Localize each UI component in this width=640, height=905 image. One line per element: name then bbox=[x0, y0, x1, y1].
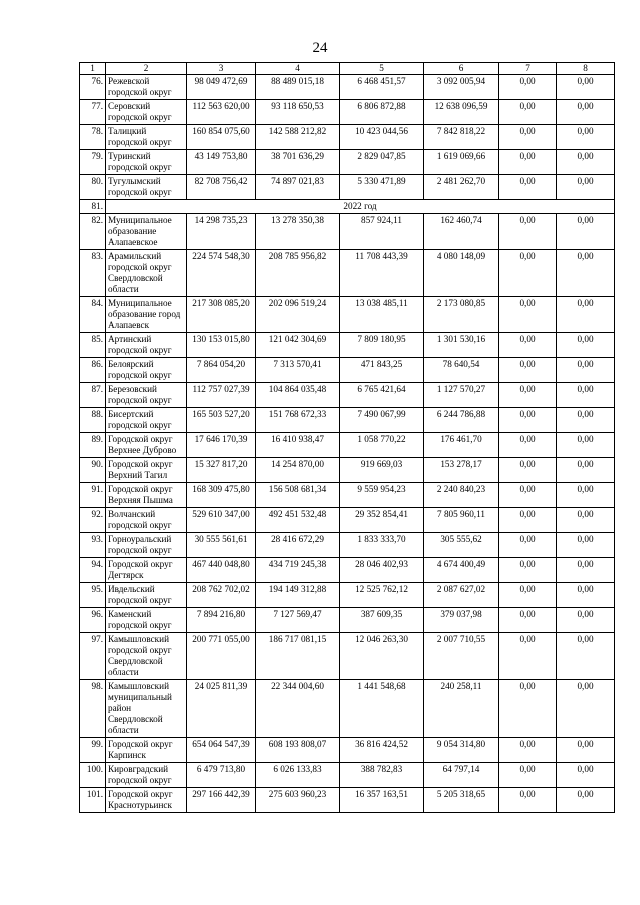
municipality-name: Городской округ Дегтярск bbox=[106, 558, 187, 583]
amount-c4: 7 313 570,41 bbox=[256, 358, 340, 383]
row-number: 83. bbox=[80, 250, 106, 297]
page-number: 24 bbox=[312, 40, 328, 56]
amount-c7: 0,00 bbox=[499, 738, 557, 763]
amount-c7: 0,00 bbox=[499, 788, 557, 813]
amount-c7: 0,00 bbox=[499, 608, 557, 633]
amount-c5: 387 609,35 bbox=[340, 608, 424, 633]
amount-c7: 0,00 bbox=[499, 483, 557, 508]
amount-c3: 30 555 561,61 bbox=[187, 533, 256, 558]
amount-c5: 13 038 485,11 bbox=[340, 297, 424, 333]
amount-c3: 43 149 753,80 bbox=[187, 150, 256, 175]
amount-c7: 0,00 bbox=[499, 458, 557, 483]
amount-c6: 2 173 080,85 bbox=[424, 297, 499, 333]
amount-c8: 0,00 bbox=[557, 788, 615, 813]
table-row bbox=[80, 633, 615, 680]
amount-c5: 12 525 762,12 bbox=[340, 583, 424, 608]
amount-c5: 7 490 067,99 bbox=[340, 408, 424, 433]
amount-c3: 82 708 756,42 bbox=[187, 175, 256, 200]
amount-c6: 379 037,98 bbox=[424, 608, 499, 633]
amount-c8: 0,00 bbox=[557, 100, 615, 125]
amount-c5: 857 924,11 bbox=[340, 214, 424, 250]
row-number: 76. bbox=[80, 75, 106, 100]
table-row bbox=[80, 175, 615, 200]
amount-c6: 6 244 786,88 bbox=[424, 408, 499, 433]
row-number: 79. bbox=[80, 150, 106, 175]
table-row bbox=[80, 763, 615, 788]
municipality-name: Кировградский городской округ bbox=[106, 763, 187, 788]
row-number: 88. bbox=[80, 408, 106, 433]
amount-c6: 3 092 005,94 bbox=[424, 75, 499, 100]
amount-c6: 5 205 318,65 bbox=[424, 788, 499, 813]
municipality-name: Городской округ Краснотурьинск bbox=[106, 788, 187, 813]
municipality-name: Березовский городской округ bbox=[106, 383, 187, 408]
municipality-name: Бисертский городской округ bbox=[106, 408, 187, 433]
amount-c3: 7 864 054,20 bbox=[187, 358, 256, 383]
amount-c7: 0,00 bbox=[499, 297, 557, 333]
municipality-name: Волчанский городской округ bbox=[106, 508, 187, 533]
amount-c3: 6 479 713,80 bbox=[187, 763, 256, 788]
amount-c3: 467 440 048,80 bbox=[187, 558, 256, 583]
row-number: 99. bbox=[80, 738, 106, 763]
amount-c4: 275 603 960,23 bbox=[256, 788, 340, 813]
year-label: 2022 год bbox=[106, 200, 615, 214]
amount-c5: 5 330 471,89 bbox=[340, 175, 424, 200]
amount-c5: 1 058 770,22 bbox=[340, 433, 424, 458]
row-number: 101. bbox=[80, 788, 106, 813]
amount-c5: 12 046 263,30 bbox=[340, 633, 424, 680]
amount-c8: 0,00 bbox=[557, 297, 615, 333]
amount-c6: 12 638 096,59 bbox=[424, 100, 499, 125]
row-number: 96. bbox=[80, 608, 106, 633]
amount-c4: 93 118 650,53 bbox=[256, 100, 340, 125]
municipality-name: Городской округ Карпинск bbox=[106, 738, 187, 763]
column-number: 6 bbox=[424, 63, 499, 75]
amount-c7: 0,00 bbox=[499, 680, 557, 738]
amount-c3: 208 762 702,02 bbox=[187, 583, 256, 608]
amount-c3: 112 563 620,00 bbox=[187, 100, 256, 125]
municipality-name: Режевской городской округ bbox=[106, 75, 187, 100]
municipality-name: Туринский городской округ bbox=[106, 150, 187, 175]
amount-c4: 142 588 212,82 bbox=[256, 125, 340, 150]
amount-c7: 0,00 bbox=[499, 408, 557, 433]
table-row bbox=[80, 483, 615, 508]
amount-c6: 240 258,11 bbox=[424, 680, 499, 738]
table-body bbox=[80, 63, 615, 813]
municipality-name: Городской округ Верхняя Пышма bbox=[106, 483, 187, 508]
table-row bbox=[80, 358, 615, 383]
row-number: 77. bbox=[80, 100, 106, 125]
table-row bbox=[80, 100, 615, 125]
amount-c8: 0,00 bbox=[557, 633, 615, 680]
amount-c6: 2 087 627,02 bbox=[424, 583, 499, 608]
row-number: 80. bbox=[80, 175, 106, 200]
amount-c4: 7 127 569,47 bbox=[256, 608, 340, 633]
table-row bbox=[80, 433, 615, 458]
amount-c4: 151 768 672,33 bbox=[256, 408, 340, 433]
row-number: 84. bbox=[80, 297, 106, 333]
row-number: 100. bbox=[80, 763, 106, 788]
amount-c5: 388 782,83 bbox=[340, 763, 424, 788]
amount-c8: 0,00 bbox=[557, 508, 615, 533]
amount-c8: 0,00 bbox=[557, 214, 615, 250]
amount-c6: 2 240 840,23 bbox=[424, 483, 499, 508]
amount-c3: 7 894 216,80 bbox=[187, 608, 256, 633]
row-number: 78. bbox=[80, 125, 106, 150]
amount-c4: 88 489 015,18 bbox=[256, 75, 340, 100]
amount-c6: 176 461,70 bbox=[424, 433, 499, 458]
row-number: 89. bbox=[80, 433, 106, 458]
row-number: 97. bbox=[80, 633, 106, 680]
amount-c5: 1 441 548,68 bbox=[340, 680, 424, 738]
amount-c3: 529 610 347,00 bbox=[187, 508, 256, 533]
municipality-name: Артинский городской округ bbox=[106, 333, 187, 358]
municipality-name: Каменский городской округ bbox=[106, 608, 187, 633]
table-row bbox=[80, 583, 615, 608]
amount-c8: 0,00 bbox=[557, 175, 615, 200]
amount-c3: 297 166 442,39 bbox=[187, 788, 256, 813]
amount-c7: 0,00 bbox=[499, 250, 557, 297]
amount-c8: 0,00 bbox=[557, 358, 615, 383]
amount-c3: 24 025 811,39 bbox=[187, 680, 256, 738]
column-number: 8 bbox=[557, 63, 615, 75]
amount-c3: 200 771 055,00 bbox=[187, 633, 256, 680]
table-row bbox=[80, 738, 615, 763]
amount-c8: 0,00 bbox=[557, 433, 615, 458]
row-number: 86. bbox=[80, 358, 106, 383]
row-number: 95. bbox=[80, 583, 106, 608]
amount-c5: 36 816 424,52 bbox=[340, 738, 424, 763]
amount-c4: 74 897 021,83 bbox=[256, 175, 340, 200]
amount-c6: 9 054 314,80 bbox=[424, 738, 499, 763]
table-row bbox=[80, 608, 615, 633]
amount-c7: 0,00 bbox=[499, 533, 557, 558]
amount-c4: 22 344 004,60 bbox=[256, 680, 340, 738]
budget-table bbox=[79, 62, 615, 813]
table-row bbox=[80, 214, 615, 250]
amount-c7: 0,00 bbox=[499, 150, 557, 175]
amount-c4: 492 451 532,48 bbox=[256, 508, 340, 533]
amount-c7: 0,00 bbox=[499, 763, 557, 788]
row-number: 93. bbox=[80, 533, 106, 558]
column-number: 1 bbox=[80, 63, 106, 75]
table-row bbox=[80, 383, 615, 408]
row-number: 98. bbox=[80, 680, 106, 738]
row-number: 91. bbox=[80, 483, 106, 508]
amount-c8: 0,00 bbox=[557, 150, 615, 175]
amount-c5: 2 829 047,85 bbox=[340, 150, 424, 175]
table-row bbox=[80, 558, 615, 583]
table-row bbox=[80, 250, 615, 297]
amount-c6: 1 127 570,27 bbox=[424, 383, 499, 408]
amount-c4: 434 719 245,38 bbox=[256, 558, 340, 583]
column-number: 2 bbox=[106, 63, 187, 75]
municipality-name: Городской округ Верхний Тагил bbox=[106, 458, 187, 483]
municipality-name: Арамильский городской округ Свердловской области bbox=[106, 250, 187, 297]
municipality-name: Тугулымский городской округ bbox=[106, 175, 187, 200]
municipality-name: Горноуральский городской округ bbox=[106, 533, 187, 558]
amount-c6: 162 460,74 bbox=[424, 214, 499, 250]
amount-c7: 0,00 bbox=[499, 558, 557, 583]
amount-c5: 29 352 854,41 bbox=[340, 508, 424, 533]
amount-c6: 1 301 530,16 bbox=[424, 333, 499, 358]
amount-c5: 28 046 402,93 bbox=[340, 558, 424, 583]
municipality-name: Муниципальное образование Алапаевское bbox=[106, 214, 187, 250]
municipality-name: Городской округ Верхнее Дуброво bbox=[106, 433, 187, 458]
amount-c8: 0,00 bbox=[557, 608, 615, 633]
municipality-name: Камышловский муниципальный район Свердловской области bbox=[106, 680, 187, 738]
row-number: 94. bbox=[80, 558, 106, 583]
amount-c4: 608 193 808,07 bbox=[256, 738, 340, 763]
year-row bbox=[80, 200, 615, 214]
amount-c5: 471 843,25 bbox=[340, 358, 424, 383]
row-number: 87. bbox=[80, 383, 106, 408]
amount-c5: 1 833 333,70 bbox=[340, 533, 424, 558]
amount-c8: 0,00 bbox=[557, 533, 615, 558]
amount-c7: 0,00 bbox=[499, 214, 557, 250]
amount-c4: 186 717 081,15 bbox=[256, 633, 340, 680]
amount-c6: 2 481 262,70 bbox=[424, 175, 499, 200]
column-number: 4 bbox=[256, 63, 340, 75]
amount-c7: 0,00 bbox=[499, 100, 557, 125]
amount-c3: 654 064 547,39 bbox=[187, 738, 256, 763]
amount-c8: 0,00 bbox=[557, 583, 615, 608]
amount-c8: 0,00 bbox=[557, 75, 615, 100]
amount-c3: 17 646 170,39 bbox=[187, 433, 256, 458]
amount-c7: 0,00 bbox=[499, 358, 557, 383]
amount-c7: 0,00 bbox=[499, 175, 557, 200]
amount-c5: 16 357 163,51 bbox=[340, 788, 424, 813]
row-number: 81. bbox=[80, 200, 106, 214]
table-row bbox=[80, 150, 615, 175]
amount-c3: 160 854 075,60 bbox=[187, 125, 256, 150]
amount-c8: 0,00 bbox=[557, 738, 615, 763]
amount-c8: 0,00 bbox=[557, 250, 615, 297]
amount-c6: 7 805 960,11 bbox=[424, 508, 499, 533]
table-row bbox=[80, 458, 615, 483]
amount-c8: 0,00 bbox=[557, 333, 615, 358]
amount-c6: 153 278,17 bbox=[424, 458, 499, 483]
amount-c7: 0,00 bbox=[499, 75, 557, 100]
amount-c4: 121 042 304,69 bbox=[256, 333, 340, 358]
municipality-name: Талицкий городской округ bbox=[106, 125, 187, 150]
amount-c7: 0,00 bbox=[499, 125, 557, 150]
amount-c3: 130 153 015,80 bbox=[187, 333, 256, 358]
amount-c8: 0,00 bbox=[557, 383, 615, 408]
table-row bbox=[80, 333, 615, 358]
amount-c3: 98 049 472,69 bbox=[187, 75, 256, 100]
table-row bbox=[80, 75, 615, 100]
amount-c7: 0,00 bbox=[499, 333, 557, 358]
table-row bbox=[80, 680, 615, 738]
amount-c4: 14 254 870,00 bbox=[256, 458, 340, 483]
amount-c5: 11 708 443,39 bbox=[340, 250, 424, 297]
amount-c5: 6 765 421,64 bbox=[340, 383, 424, 408]
amount-c8: 0,00 bbox=[557, 558, 615, 583]
table-row bbox=[80, 125, 615, 150]
amount-c4: 13 278 350,38 bbox=[256, 214, 340, 250]
amount-c8: 0,00 bbox=[557, 408, 615, 433]
table-row bbox=[80, 788, 615, 813]
amount-c6: 4 674 400,49 bbox=[424, 558, 499, 583]
municipality-name: Серовский городской округ bbox=[106, 100, 187, 125]
amount-c5: 10 423 044,56 bbox=[340, 125, 424, 150]
municipality-name: Камышловский городской округ Свердловской области bbox=[106, 633, 187, 680]
row-number: 90. bbox=[80, 458, 106, 483]
amount-c4: 156 508 681,34 bbox=[256, 483, 340, 508]
row-number: 92. bbox=[80, 508, 106, 533]
amount-c5: 9 559 954,23 bbox=[340, 483, 424, 508]
amount-c6: 7 842 818,22 bbox=[424, 125, 499, 150]
amount-c8: 0,00 bbox=[557, 680, 615, 738]
municipality-name: Муниципальное образование город Алапаевск bbox=[106, 297, 187, 333]
column-number-row bbox=[80, 63, 615, 75]
amount-c5: 919 669,03 bbox=[340, 458, 424, 483]
column-number: 5 bbox=[340, 63, 424, 75]
municipality-name: Белоярский городской округ bbox=[106, 358, 187, 383]
amount-c3: 15 327 817,20 bbox=[187, 458, 256, 483]
table-row bbox=[80, 533, 615, 558]
table-row bbox=[80, 408, 615, 433]
amount-c4: 208 785 956,82 bbox=[256, 250, 340, 297]
amount-c8: 0,00 bbox=[557, 125, 615, 150]
amount-c5: 7 809 180,95 bbox=[340, 333, 424, 358]
amount-c5: 6 468 451,57 bbox=[340, 75, 424, 100]
amount-c6: 305 555,62 bbox=[424, 533, 499, 558]
amount-c6: 64 797,14 bbox=[424, 763, 499, 788]
row-number: 82. bbox=[80, 214, 106, 250]
amount-c3: 165 503 527,20 bbox=[187, 408, 256, 433]
amount-c4: 16 410 938,47 bbox=[256, 433, 340, 458]
amount-c6: 2 007 710,55 bbox=[424, 633, 499, 680]
amount-c7: 0,00 bbox=[499, 633, 557, 680]
municipality-name: Ивдельский городской округ bbox=[106, 583, 187, 608]
amount-c8: 0,00 bbox=[557, 763, 615, 788]
column-number: 7 bbox=[499, 63, 557, 75]
amount-c8: 0,00 bbox=[557, 458, 615, 483]
amount-c3: 217 308 085,20 bbox=[187, 297, 256, 333]
amount-c7: 0,00 bbox=[499, 433, 557, 458]
amount-c3: 14 298 735,23 bbox=[187, 214, 256, 250]
amount-c6: 4 080 148,09 bbox=[424, 250, 499, 297]
column-number: 3 bbox=[187, 63, 256, 75]
amount-c6: 78 640,54 bbox=[424, 358, 499, 383]
table-row bbox=[80, 297, 615, 333]
amount-c6: 1 619 069,66 bbox=[424, 150, 499, 175]
amount-c7: 0,00 bbox=[499, 583, 557, 608]
amount-c8: 0,00 bbox=[557, 483, 615, 508]
table-row bbox=[80, 508, 615, 533]
amount-c4: 38 701 636,29 bbox=[256, 150, 340, 175]
row-number: 85. bbox=[80, 333, 106, 358]
amount-c5: 6 806 872,88 bbox=[340, 100, 424, 125]
amount-c4: 194 149 312,88 bbox=[256, 583, 340, 608]
amount-c3: 224 574 548,30 bbox=[187, 250, 256, 297]
amount-c4: 202 096 519,24 bbox=[256, 297, 340, 333]
amount-c7: 0,00 bbox=[499, 383, 557, 408]
amount-c7: 0,00 bbox=[499, 508, 557, 533]
amount-c4: 104 864 035,48 bbox=[256, 383, 340, 408]
amount-c4: 28 416 672,29 bbox=[256, 533, 340, 558]
amount-c4: 6 026 133,83 bbox=[256, 763, 340, 788]
amount-c3: 168 309 475,80 bbox=[187, 483, 256, 508]
amount-c3: 112 757 027,39 bbox=[187, 383, 256, 408]
